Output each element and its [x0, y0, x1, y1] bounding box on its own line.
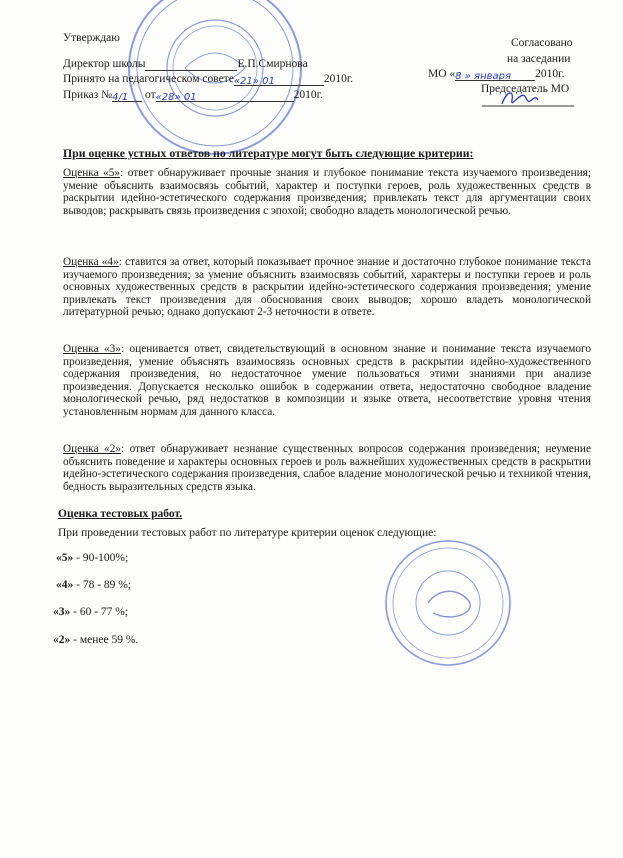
order-number-handwritten: 4/1 — [112, 92, 129, 103]
grade-5-label: Оценка «5» — [63, 167, 121, 179]
test-range: - менее 59 %. — [70, 634, 139, 646]
order-date-handwritten: «28» 01 — [155, 92, 197, 103]
grade-2-paragraph — [63, 443, 591, 493]
grade-2-label: Оценка «2» — [63, 443, 122, 455]
test-grade-3 — [53, 606, 128, 618]
order-from: от — [145, 89, 156, 101]
order-line — [63, 88, 323, 102]
test-grade-2 — [53, 634, 138, 646]
accepted-label: Принято на педагогическом совете — [63, 73, 234, 85]
test-mark: «2» — [53, 634, 71, 646]
test-grade-4 — [56, 579, 131, 591]
grade-4-text: : ставится за ответ, который показывает прочное знание и достаточно глубокое понимание текста изучаемого произведения; за умение объяснить взаимосвязь событий, характеры и поступки героев и роль основных художественных средств в раскрытии идейно-эстетического содержания произведения; умение привлекать текст произведения для обоснования своих выводов; хорошо владеть монологической литературной речью; однако допускают 2-3 неточности в ответе. — [63, 256, 591, 319]
mo-date-handwritten: 8 » января — [455, 71, 511, 82]
test-mark: «5» — [56, 552, 74, 564]
mo-line — [428, 67, 564, 81]
mo-year: 2010г. — [535, 68, 565, 80]
grade-2-text: : ответ обнаруживает незнание существенных вопросов содержания произведения; неумение объяснить поведение и характеры основных героев и роль важнейших художественных средств в раскрытии идейно-эстетического содержания произведения, слабое владение монологической речью и техникой чтения, бедность выразительных средств языка. — [63, 443, 591, 493]
test-grade-5 — [56, 552, 128, 564]
school-seal-stamp-2 — [383, 538, 513, 668]
grade-5-paragraph — [63, 167, 591, 217]
agreed-label: Согласовано — [511, 37, 573, 49]
tests-heading: Оценка тестовых работ. — [58, 508, 183, 520]
grade-4-label: Оценка «4» — [63, 256, 119, 268]
chair-label: Председатель МО — [481, 83, 570, 95]
director-name: Е.П.Смирнова — [237, 58, 308, 70]
approve-label: Утверждаю — [63, 32, 120, 44]
chair-signature-icon — [482, 86, 574, 110]
test-mark: «4» — [56, 579, 74, 591]
test-range: - 90-100%; — [73, 552, 129, 564]
director-label: Директор школы — [63, 58, 146, 70]
order-year: 2010г. — [293, 89, 323, 101]
meeting-label: на заседании — [507, 53, 571, 65]
tests-intro: При проведении тестовых работ по литературе критерии оценок следующие: — [58, 527, 437, 539]
test-range: - 78 - 89 %; — [73, 579, 132, 591]
test-range: - 60 - 77 %; — [70, 606, 129, 618]
grade-4-paragraph — [63, 256, 591, 319]
grade-3-label: Оценка «3» — [63, 343, 121, 355]
accepted-date-handwritten: «21» 01 — [233, 76, 275, 87]
order-label: Приказ № — [63, 89, 113, 101]
page-title: При оценке устных ответов по литературе могут быть следующие критерии: — [63, 146, 474, 160]
grade-3-text: : оценивается ответ, свидетельствующий в основном знание и понимание текста изучаемого произведения, умение объяснять взаимосвязь основных средств в раскрытии идейно-художественного содержания произведения, но недостаточное умение пользоваться этими знаниями при анализе произведения. Допускается несколько ошибок в содержании ответа, недостаточно свободное владение монологической речью, ряд недостатков в композиции и языке ответа, несоответствие уровня чтения установленным нормам для данного класса. — [63, 343, 591, 418]
director-line — [63, 57, 308, 71]
accepted-year: 2010г. — [323, 73, 354, 85]
signature-blank — [145, 59, 237, 71]
grade-5-text: : ответ обнаруживает прочные знания и глубокое понимание текста изучаемого произведения; умение объяснить взаимосвязь событий, характер и поступки героев, роль художественных средств в раскрытии идейно-эстетического содержания произведения; привлекать текст для аргументации своих выводов; раскрывать связь произведения с эпохой; свободно владеть монологической речью. — [63, 167, 591, 217]
accepted-line — [63, 72, 353, 86]
mo-label: МО « — [428, 68, 456, 80]
test-mark: «3» — [53, 606, 71, 618]
grade-3-paragraph — [63, 343, 591, 419]
